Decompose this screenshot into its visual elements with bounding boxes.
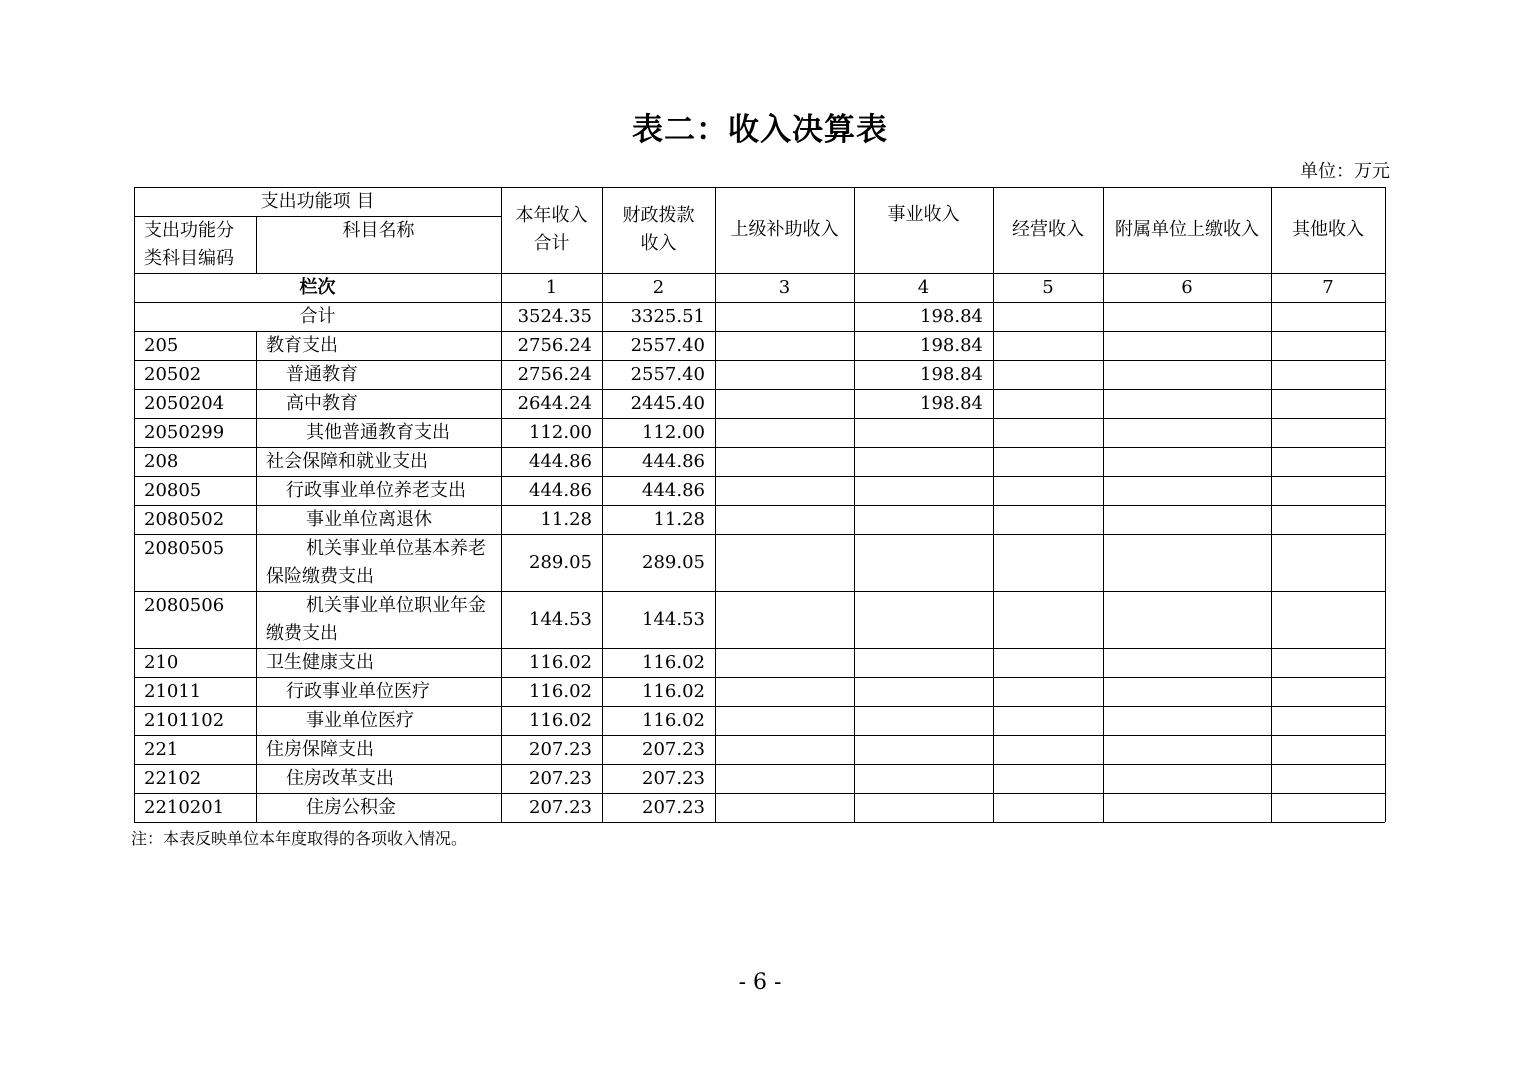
row-code: 21011 xyxy=(144,680,202,702)
row-name: 社会保障和就业支出 xyxy=(266,450,428,472)
row-value xyxy=(854,677,993,706)
row-name: 住房公积金 xyxy=(306,796,396,818)
header-code: 支出功能分类科目编码 xyxy=(144,220,234,269)
row-value: 11.28 xyxy=(540,508,592,530)
row-value xyxy=(1103,706,1271,735)
header-col-7: 其他收入 xyxy=(1292,219,1364,240)
row-value xyxy=(715,591,854,648)
row-value: 116.02 xyxy=(529,680,592,702)
row-name: 住房改革支出 xyxy=(286,767,394,789)
row-name: 其他普通教育支出 xyxy=(306,421,450,443)
row-value: 444.86 xyxy=(642,479,705,501)
row-value xyxy=(854,447,993,476)
row-value xyxy=(993,476,1103,505)
row-value xyxy=(1103,648,1271,677)
header-col-2: 财政拨款收入 xyxy=(622,205,695,254)
column-index-number: 4 xyxy=(917,276,930,298)
row-value xyxy=(715,331,854,360)
column-index-number: 6 xyxy=(1181,276,1193,298)
row-value: 116.02 xyxy=(642,680,705,702)
row-code: 2210201 xyxy=(144,796,225,818)
row-value xyxy=(1271,735,1385,764)
row-value xyxy=(715,418,854,447)
row-value xyxy=(1271,706,1385,735)
row-code: 2050204 xyxy=(144,392,225,414)
row-value: 444.86 xyxy=(529,450,592,472)
row-value xyxy=(854,764,993,793)
row-value xyxy=(715,447,854,476)
row-name: 事业单位离退休 xyxy=(306,508,432,530)
row-value xyxy=(993,505,1103,534)
row-value xyxy=(1103,360,1271,389)
row-code: 22102 xyxy=(144,767,202,789)
row-value xyxy=(1271,360,1385,389)
total-value xyxy=(715,302,854,331)
row-value: 444.86 xyxy=(529,479,592,501)
row-value xyxy=(715,706,854,735)
row-value: 2644.24 xyxy=(517,392,592,414)
row-value xyxy=(993,706,1103,735)
row-value xyxy=(1103,418,1271,447)
row-name: 卫生健康支出 xyxy=(266,651,374,673)
row-value xyxy=(715,360,854,389)
row-value xyxy=(1271,476,1385,505)
row-code: 2080502 xyxy=(144,508,225,530)
row-value xyxy=(1271,793,1385,822)
row-value xyxy=(1103,764,1271,793)
total-value: 198.84 xyxy=(920,305,983,327)
row-code: 2050299 xyxy=(144,421,225,443)
row-value xyxy=(993,648,1103,677)
row-value xyxy=(1103,447,1271,476)
row-value xyxy=(1103,505,1271,534)
page-number: - 6 - xyxy=(738,970,782,995)
row-value: 207.23 xyxy=(529,738,592,760)
row-value: 112.00 xyxy=(529,421,592,443)
row-code: 2101102 xyxy=(144,709,225,731)
row-value: 2557.40 xyxy=(630,363,705,385)
column-index-number: 5 xyxy=(1042,276,1054,298)
row-value xyxy=(715,534,854,591)
row-value xyxy=(993,677,1103,706)
header-col-6: 附属单位上缴收入 xyxy=(1115,219,1259,240)
row-value xyxy=(1271,389,1385,418)
row-value: 2756.24 xyxy=(517,363,592,385)
header-col-3: 上级补助收入 xyxy=(730,219,839,240)
row-code: 221 xyxy=(144,738,179,760)
row-value xyxy=(1103,389,1271,418)
row-code: 210 xyxy=(144,651,179,673)
row-value xyxy=(715,764,854,793)
row-value xyxy=(993,534,1103,591)
total-value xyxy=(1271,302,1385,331)
row-value: 116.02 xyxy=(529,651,592,673)
column-index-label: 栏次 xyxy=(299,276,336,298)
row-value: 207.23 xyxy=(642,738,705,760)
row-value: 207.23 xyxy=(529,767,592,789)
column-index-number: 2 xyxy=(652,276,665,298)
row-name: 机关事业单位基本养老保险缴费支出 xyxy=(266,538,486,587)
row-value: 116.02 xyxy=(642,651,705,673)
total-value: 3325.51 xyxy=(630,305,705,327)
row-value xyxy=(1271,534,1385,591)
row-code: 2080505 xyxy=(144,538,225,559)
table-rule xyxy=(1385,187,1386,822)
row-value xyxy=(854,706,993,735)
row-value xyxy=(1271,648,1385,677)
row-value xyxy=(993,764,1103,793)
row-name: 住房保障支出 xyxy=(266,738,374,760)
row-value xyxy=(715,677,854,706)
row-value xyxy=(1103,793,1271,822)
row-value xyxy=(854,418,993,447)
row-value xyxy=(1271,764,1385,793)
row-code: 208 xyxy=(144,450,179,472)
total-label: 合计 xyxy=(299,305,336,327)
row-value: 198.84 xyxy=(920,334,983,356)
row-code: 205 xyxy=(144,334,179,356)
row-value xyxy=(1271,505,1385,534)
row-value: 116.02 xyxy=(642,709,705,731)
row-value xyxy=(993,591,1103,648)
row-value xyxy=(1103,331,1271,360)
header-name: 科目名称 xyxy=(342,220,415,241)
row-value xyxy=(993,331,1103,360)
row-value: 144.53 xyxy=(642,608,705,630)
row-value xyxy=(993,389,1103,418)
row-value: 207.23 xyxy=(529,796,592,818)
row-value xyxy=(1103,476,1271,505)
row-name: 行政事业单位养老支出 xyxy=(286,479,466,501)
row-value: 2756.24 xyxy=(517,334,592,356)
row-value: 198.84 xyxy=(920,363,983,385)
total-value: 3524.35 xyxy=(517,305,592,327)
page-title: 表二：收入决算表 xyxy=(632,112,888,148)
row-value xyxy=(1103,735,1271,764)
column-index-number: 3 xyxy=(778,276,791,298)
row-value xyxy=(854,591,993,648)
total-value xyxy=(1103,302,1271,331)
row-value xyxy=(1271,447,1385,476)
row-value xyxy=(715,389,854,418)
row-value xyxy=(854,476,993,505)
row-value xyxy=(854,505,993,534)
table-rule xyxy=(134,822,1385,823)
row-code: 20502 xyxy=(144,363,202,385)
row-name: 教育支出 xyxy=(266,334,338,356)
row-value: 289.05 xyxy=(529,551,592,573)
row-name: 事业单位医疗 xyxy=(306,709,414,731)
row-value xyxy=(1103,677,1271,706)
column-index-number: 1 xyxy=(545,276,558,298)
row-value xyxy=(854,793,993,822)
table-note: 注：本表反映单位本年度取得的各项收入情况。 xyxy=(131,829,468,848)
row-value xyxy=(715,648,854,677)
row-value: 112.00 xyxy=(642,421,705,443)
row-name: 机关事业单位职业年金缴费支出 xyxy=(266,595,486,644)
row-value xyxy=(715,793,854,822)
row-value xyxy=(1103,591,1271,648)
row-value xyxy=(854,534,993,591)
column-index-number: 7 xyxy=(1322,276,1334,298)
row-value xyxy=(1271,331,1385,360)
row-value: 11.28 xyxy=(653,508,705,530)
row-name: 普通教育 xyxy=(286,363,358,385)
row-value xyxy=(854,648,993,677)
row-name: 高中教育 xyxy=(286,392,358,414)
row-value: 2557.40 xyxy=(630,334,705,356)
row-value: 144.53 xyxy=(529,608,592,630)
header-col-5: 经营收入 xyxy=(1012,219,1084,240)
unit-label: 单位：万元 xyxy=(1300,161,1390,182)
row-value xyxy=(715,735,854,764)
row-value xyxy=(993,793,1103,822)
row-value: 289.05 xyxy=(642,551,705,573)
row-value xyxy=(1271,418,1385,447)
header-col-1: 本年收入合计 xyxy=(515,205,588,254)
row-code: 20805 xyxy=(144,479,202,501)
row-value xyxy=(715,505,854,534)
row-value xyxy=(715,476,854,505)
row-value: 2445.40 xyxy=(630,392,705,414)
row-value xyxy=(993,418,1103,447)
row-code: 2080506 xyxy=(144,595,225,616)
row-value xyxy=(993,735,1103,764)
row-value xyxy=(854,735,993,764)
header-group: 支出功能项 目 xyxy=(260,190,375,212)
row-value xyxy=(1271,677,1385,706)
row-value xyxy=(1271,591,1385,648)
row-value: 116.02 xyxy=(529,709,592,731)
row-value xyxy=(1103,534,1271,591)
row-value: 207.23 xyxy=(642,767,705,789)
header-col-4: 事业收入 xyxy=(887,204,960,225)
row-value xyxy=(993,360,1103,389)
row-value: 198.84 xyxy=(920,392,983,414)
row-name: 行政事业单位医疗 xyxy=(286,680,430,702)
row-value: 444.86 xyxy=(642,450,705,472)
row-value: 207.23 xyxy=(642,796,705,818)
row-value xyxy=(993,447,1103,476)
total-value xyxy=(993,302,1103,331)
